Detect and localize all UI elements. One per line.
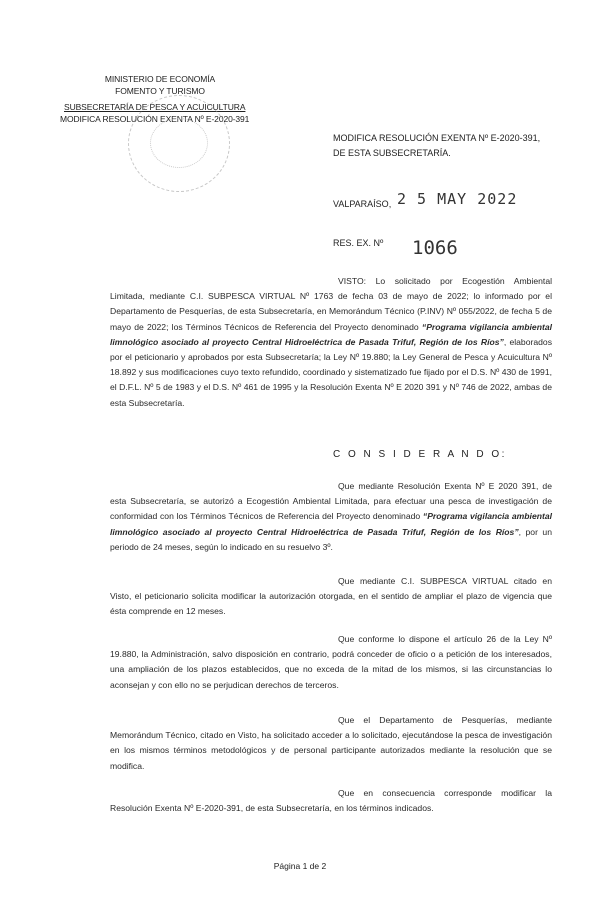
place-label: VALPARAÍSO, (333, 199, 392, 209)
visto-text-1: Lo solicitado por Ecogestión Ambiental Limitada, mediante C.I. SUBPESCA VIRTUAL Nº 1763 de fecha 03 de mayo de 2022; lo informado por el Departamento de Pesquerías, de esta Subsecretaría, en Memorándum Técnico (P.INV) Nº 055/2022, de fecha 5 de mayo de 2022; los Términos Técnicos de Referencia del Proyecto denominado (110, 276, 553, 332)
considerando-2-text: Que mediante C.I. SUBPESCA VIRTUAL citado en Visto, el peticionario solicita modificar la autorización otorgada, en el sentido de ampliar el plazo de vigencia que ésta comprende en 12 meses. (110, 576, 552, 617)
visto-text-2: , elaborados por el peticionario y aprobados por esta Subsecretaría; la Ley Nº 19.880; la Ley General de Pesca y Acuicultura Nº 18.892 y sus modificaciones cuyo texto refundido, coordinado y sistematizado fue fijado por el D.S. Nº 430 de 1991, el D.F.L. Nº 5 de 1983 y el D.S. Nº 461 de 1995 y la Resolución Exenta Nº E 2020 391 y Nº 746 de 2022, ambas de esta Subsecretaría. (110, 336, 552, 408)
considerando-1-text-a: Que mediante Resolución Exenta Nº E 2020 391, de esta Subsecretaría, se autorizó a Ecogestión Ambiental Limitada, para efectuar una pesca de investigación de conformidad con los Términos Técnicos de Referencia del Proyecto denominado (110, 481, 552, 522)
res-label: RES. EX. Nº (333, 238, 384, 248)
header-line-fomento: FOMENTO Y TURISMO (115, 86, 205, 96)
handwritten-date: 2 5 MAY 2022 (397, 190, 518, 208)
considerando-1-text-b: , por un periodo de 24 meses, según lo indicado en su resuelvo 3º. (110, 526, 552, 552)
visto-project-name: “Programa vigilancia ambiental limnológico asociado al proyecto Central Hidroeléctrica de Pasada Trifuf, Región de los Ríos” (110, 321, 552, 347)
seal-stamp-inner (150, 118, 208, 168)
considerando-1-project: “Programa vigilancia ambiental limnológico asociado al proyecto Central Hidroeléctrica de Pasada Trifuf, Región de los Ríos” (110, 511, 552, 537)
considerando-3-text: Que conforme lo dispone el artículo 26 de la Ley Nº 19.880, la Administración, salvo disposición en contrario, podrá conceder de oficio o a petición de los interesados, una ampliación de los plazos establecidos, que no exceda de la mitad de los mismos, si las circunstancias lo aconsejan y con ello no se perjudican derechos de terceros. (110, 634, 552, 690)
considerando-5-text: Que en consecuencia corresponde modificar la Resolución Exenta Nº E-2020-391, de esta Subsecretaría, en los términos indicados. (110, 788, 552, 814)
visto-label: VISTO: (338, 276, 367, 286)
res-number: 1066 (412, 237, 458, 259)
considerando-4 (110, 713, 552, 774)
header-line-modifica: MODIFICA RESOLUCIÓN EXENTA Nº E-2020-391 (60, 114, 250, 124)
considerando-3 (110, 632, 552, 693)
considerando-2 (110, 574, 552, 620)
document-title (333, 131, 540, 161)
visto-paragraph (110, 274, 552, 411)
considerando-4-text: Que el Departamento de Pesquerías, mediante Memorándum Técnico, citado en Visto, ha solicitado acceder a lo solicitado, ejecutándose la pesca de investigación en los mismos términos metodológicos y de personal participante autorizados mediante la resolución que se modifica. (110, 715, 552, 771)
considerando-5 (110, 786, 552, 816)
ministry-header (60, 73, 260, 97)
title-line-2: DE ESTA SUBSECRETARÍA. (333, 148, 451, 158)
title-line-1: MODIFICA RESOLUCIÓN EXENTA Nº E-2020-391, (333, 133, 541, 143)
considerando-1 (110, 479, 552, 555)
considerando-heading: C O N S I D E R A N D O: (333, 449, 507, 460)
page-number: Página 1 de 2 (273, 861, 327, 871)
header-line-subsecretaria: SUBSECRETARÍA DE PESCA Y ACUICULTURA (64, 102, 246, 112)
header-line-ministry: MINISTERIO DE ECONOMÍA (104, 74, 216, 84)
